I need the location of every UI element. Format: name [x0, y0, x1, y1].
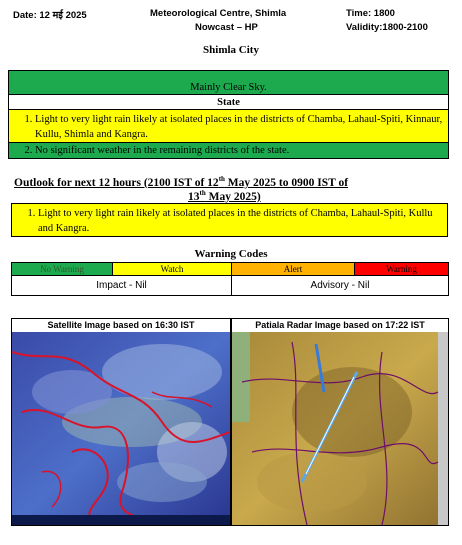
- advisory-cell: Advisory - Nil: [231, 275, 449, 296]
- state-item-2: 2. No significant weather in the remaining districts of the state.: [35, 143, 448, 158]
- centre-name: Meteorological Centre, Shimla: [150, 8, 287, 19]
- outlook-heading-part: 13: [188, 190, 200, 203]
- outlook-item: 1. Light to very light rain likely at isolated places in the districts of Chamba, Lahaul-Spiti, Kullu and Kangra.: [38, 206, 447, 236]
- radar-panel: [231, 318, 449, 526]
- code-alert: Alert: [231, 262, 355, 276]
- outlook-heading-line2: [188, 189, 261, 203]
- outlook-heading-line1: [14, 175, 348, 189]
- outlook-heading-sup: th: [218, 175, 225, 183]
- outlook-heading-part: Outlook for next 12 hours (2100 IST of 12: [14, 176, 219, 189]
- state-list-1: [9, 112, 448, 142]
- satellite-panel: [11, 318, 231, 526]
- outlook-item-row: [11, 203, 448, 237]
- impact-cell: Impact - Nil: [11, 275, 232, 296]
- sky-condition-text: Mainly Clear Sky.: [190, 82, 267, 93]
- radar-caption: Patiala Radar Image based on 17:22 IST: [255, 320, 425, 330]
- radar-image: [232, 332, 448, 525]
- state-list-2: [9, 143, 448, 158]
- nowcast-label: Nowcast – HP: [195, 22, 258, 33]
- satellite-image: [12, 332, 230, 525]
- report-time: Time: 1800: [346, 8, 395, 19]
- code-warning: Warning: [354, 262, 449, 276]
- state-item-2-row: [8, 142, 449, 159]
- state-item-1-row: [8, 109, 449, 143]
- outlook-heading-sup: th: [199, 189, 206, 197]
- state-heading: State: [8, 94, 449, 110]
- state-item-1: 1. Light to very light rain likely at isolated places in the districts of Chamba, Lahaul-Spiti, Kinnaur, Kullu, Shimla and Kangra.: [35, 112, 448, 142]
- report-date: Date: 12 मई 2025: [13, 10, 87, 21]
- satellite-caption: Satellite Image based on 16:30 IST: [47, 320, 195, 330]
- report-validity: Validity:1800-2100: [346, 22, 428, 33]
- outlook-list: [12, 206, 447, 236]
- warning-codes-title: Warning Codes: [194, 248, 268, 260]
- outlook-heading-part: May 2025): [205, 190, 261, 203]
- code-no-warning: No Warning: [11, 262, 113, 276]
- outlook-heading-part: May 2025 to 0900 IST of: [224, 176, 349, 189]
- sky-condition: [8, 70, 449, 95]
- city-title: Shimla City: [203, 44, 259, 56]
- code-watch: Watch: [112, 262, 232, 276]
